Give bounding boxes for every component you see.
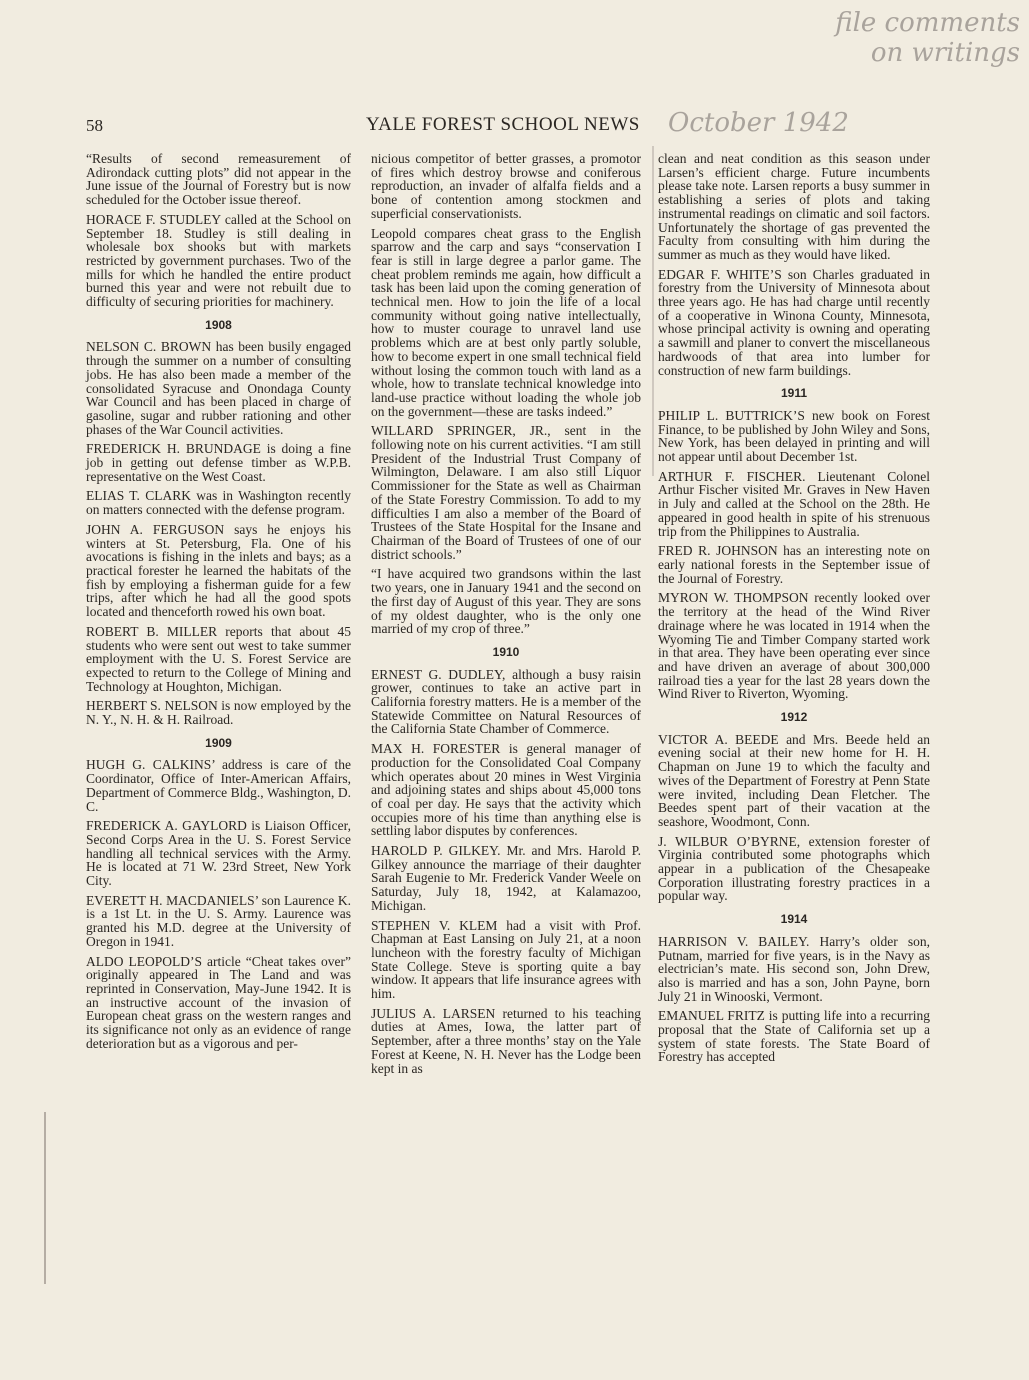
news-paragraph: FREDERICK A. GAYLORD is Liaison Officer, Second Corps Area in the U. S. Forest Service handling all technical services with the Army. He is located at 71 W. 23rd Street, New York City. — [86, 818, 351, 889]
news-paragraph: Leopold compares cheat grass to the English sparrow and the carp and says “conservation I fear is still in large degree a parlor game. The cheat problem reminds me again, how difficult a task has been laid upon the coming generation of technical men. How to join the life of a local community without going native intellectually, how to muster courage to unravel land use problems which are at best only partly soluble, how to become expert in one small technical field without losing the common touch with land as a whole, how to translate technical knowledge into land-use practice without loading the whole job on the government—these are tasks indeed.” — [371, 225, 641, 419]
column-separator-mark — [652, 146, 654, 476]
news-paragraph: HERBERT S. NELSON is now employed by the N. Y., N. H. & H. Railroad. — [86, 698, 351, 728]
news-paragraph: ALDO LEOPOLD’S article “Cheat takes over” originally appeared in The Land and was reprinted in Conservation, May-June 1942. It is an instructive account of the invasion of European cheat grass on the western ranges and its significance not only as an evidence of range deterioration but as a vigorous and per- — [86, 953, 351, 1051]
news-paragraph: STEPHEN V. KLEM had a visit with Prof. Chapman at East Lansing on July 21, at a noon luncheon with the forestry faculty of Michigan State College. Steve is sporting quite a bay window. It appears that life insurance agrees with him. — [371, 917, 641, 1002]
handwritten-date: October 1942 — [668, 108, 849, 138]
news-paragraph: HARRISON V. BAILEY. Harry’s older son, Putnam, married for five years, is in the Navy as electrician’s mate. His second son, John Drew, also is married and has a son, John Payne, born July 21 in Winooski, Vermont. — [658, 933, 930, 1004]
column-2 — [371, 152, 641, 1081]
news-paragraph: HUGH G. CALKINS’ address is care of the Coordinator, Office of Inter-American Affairs, Department of Commerce Bldg., Washington, D. C. — [86, 757, 351, 814]
news-paragraph: PHILIP L. BUTTRICK’S new book on Forest Finance, to be published by John Wiley and Sons, New York, has been delayed in printing and will not appear until about December 1st. — [658, 407, 930, 465]
news-paragraph: NELSON C. BROWN has been busily engaged through the summer on a number of consulting jobs. He has also been made a member of the consolidated Syracuse and Onondaga County War Council and has been placed in charge of gasoline, sugar and rubber rationing and other phases of the War Council activities. — [86, 339, 351, 437]
page-number: 58 — [86, 116, 103, 135]
news-paragraph: J. WILBUR O’BYRNE, extension forester of Virginia contributed some photographs which appear in a publication of the Chesapeake Corporation illustrating forestry practices in a popular way. — [658, 833, 930, 904]
news-paragraph: clean and neat condition as this season under Larsen’s efficient charge. Future incumbents please take note. Larsen reports a busy summer in establishing a series of plots and taking instrumental readings on climatic and soil factors. Unfortunately the shortage of gas prevented the Faculty from consulting with him during the summer as much as they would have liked. — [658, 151, 930, 262]
news-paragraph: ROBERT B. MILLER reports that about 45 students who were sent out west to take summer employment with the U. S. Forest Service are expected to return to the College of Mining and Technology at Houghton, Michigan. — [86, 623, 351, 694]
news-paragraph: WILLARD SPRINGER, JR., sent in the following note on his current activities. “I am still President of the Industrial Trust Company of Wilmington, Delaware. I am also still Liquor Commissioner for the State as well as Chairman of the State Forestry Commission. To add to my difficulties I am also a member of the Board of Trustees of the State Hospital for the Insane and Chairman of the Board of Trustees of one of our district schools.” — [371, 423, 641, 562]
year-heading: 1911 — [780, 386, 808, 401]
news-paragraph: JULIUS A. LARSEN returned to his teaching duties at Ames, Iowa, the latter part of September, after a three months’ stay on the Yale Forest at Keene, N. H. Never has the Lodge been kept in as — [371, 1005, 641, 1076]
year-heading: 1912 — [780, 710, 808, 725]
news-paragraph: ARTHUR F. FISCHER. Lieutenant Colonel Arthur Fischer visited Mr. Graves in New Haven in July and called at the School on the 28th. He appeared in good health in spite of his strenuous trip from the Philippines to Australia. — [658, 468, 930, 539]
masthead-title: YALE FOREST SCHOOL NEWS — [366, 114, 640, 135]
news-paragraph: EMANUEL FRITZ is putting life into a recurring proposal that the State of California set up a system of state forests. The State Board of Forestry has accepted — [658, 1008, 930, 1065]
news-paragraph: FREDERICK H. BRUNDAGE is doing a fine job in getting out defense timber as W.P.B. representative on the West Coast. — [86, 441, 351, 484]
handwritten-note: file comments on writings — [835, 8, 1020, 68]
news-paragraph: VICTOR A. BEEDE and Mrs. Beede held an evening social at their new home for H. H. Chapman on June 19 to which the faculty and wives of the Department of Forestry at Penn State were invited, including Dean Fletcher. The Beedes spent part of their vacation at the seashore, Woodmont, Conn. — [658, 731, 930, 829]
news-paragraph: EDGAR F. WHITE’S son Charles graduated in forestry from the University of Minnesota about three years ago. He has had charge until recently of a cooperative in Winona County, Minnesota, whose principal activity is owning and operating a sawmill and planer to convert the miscellaneous hardwoods of that area into lumber for construction of new farm buildings. — [658, 266, 930, 378]
news-paragraph: EVERETT H. MACDANIELS’ son Laurence K. is a 1st Lt. in the U. S. Army. Laurence was granted his M.D. degree at the University of Oregon in 1941. — [86, 892, 351, 949]
year-heading: 1914 — [780, 912, 808, 927]
column-3 — [658, 152, 930, 1070]
news-paragraph: nicious competitor of better grasses, a promotor of fires which destroy browse and coniferous reproduction, an invader of alfalfa fields and a bone of contention among stockmen and superficial conservationists. — [371, 151, 641, 221]
year-heading: 1910 — [492, 644, 520, 659]
column-1 — [86, 152, 351, 1056]
news-paragraph: MAX H. FORESTER is general manager of production for the Consolidated Coal Company which operates about 20 mines in West Virginia and adjoining states and ships about 45,000 tons of coal per day. He says that the activity which occupies more of his time than anything else is settling labor disputes by conferences. — [371, 741, 641, 839]
news-paragraph: “Results of second remeasurement of Adirondack cutting plots” did not appear in the June issue of the Journal of Forestry but is now scheduled for the October issue thereof. — [86, 151, 351, 208]
news-paragraph: “I have acquired two grandsons within the last two years, one in January 1941 and the second on the first day of August of this year. They are sons of my oldest daughter, who is the only one married of my crop of three.” — [371, 566, 641, 637]
news-paragraph: ERNEST G. DUDLEY, although a busy raisin grower, continues to take an active part in California forestry matters. He is a member of the Statewide Committee on Natural Resources of the California State Chamber of Commerce. — [371, 666, 641, 737]
year-heading: 1908 — [205, 317, 232, 332]
news-paragraph: HAROLD P. GILKEY. Mr. and Mrs. Harold P. Gilkey announce the marriage of their daughter Sarah Eugenie to Mr. Frederick Vander Weele on Saturday, July 18, 1942, at Kalamazoo, Michigan. — [371, 843, 641, 913]
news-paragraph: FRED R. JOHNSON has an interesting note on early national forests in the September issue of the Journal of Forestry. — [658, 543, 930, 586]
news-paragraph: HORACE F. STUDLEY called at the School on September 18. Studley is still dealing in wholesale box shooks but with markets restricted by government purchases. Two of the mills for which he handled the entire product burned this year and were not rebuilt due to difficulty of securing priorities for machinery. — [86, 211, 351, 310]
year-heading: 1909 — [205, 735, 232, 750]
news-paragraph: JOHN A. FERGUSON says he enjoys his winters at St. Petersburg, Fla. One of his avocations is fishing in the inlets and bays; as a practical forester he learned the habitats of the fish by employing a fisherman guide for a few trips, after which he had all the good spots located and thenceforth rowed his own boat. — [86, 521, 351, 620]
news-paragraph: ELIAS T. CLARK was in Washington recently on matters connected with the defense program. — [86, 488, 351, 518]
margin-mark — [44, 1112, 46, 1284]
news-paragraph: MYRON W. THOMPSON recently looked over the territory at the head of the Wind River drainage where he was located in 1914 when the Wyoming Tie and Timber Company started work in that area. They have been operating ever since and have driven an average of about 300,000 railroad ties a year for the last 28 years down the Wind River to Riverton, Wyoming. — [658, 590, 930, 702]
